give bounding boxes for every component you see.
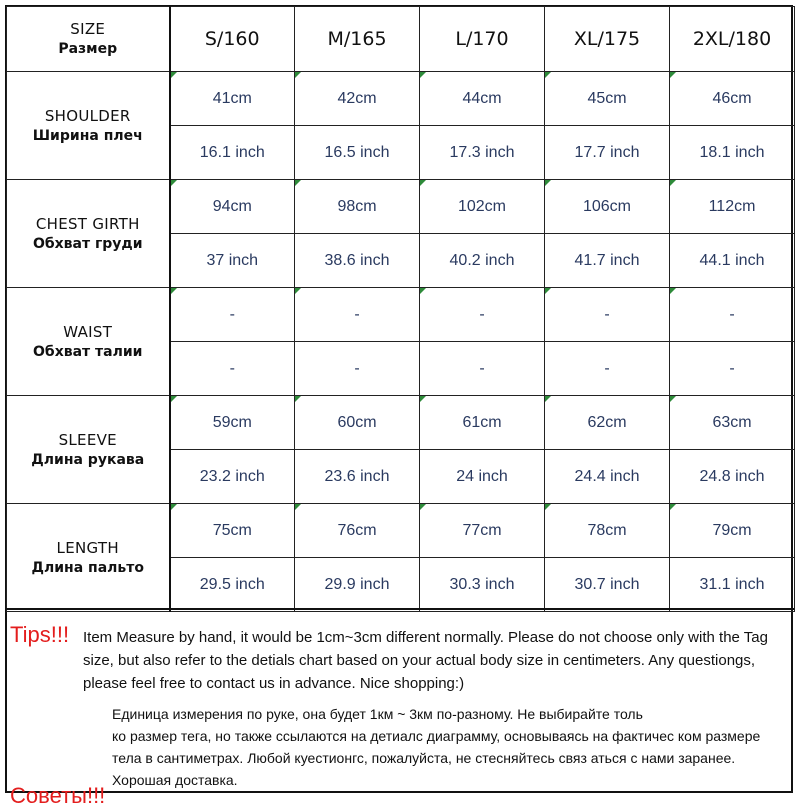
measure-label-en: CHEST GIRTH	[35, 214, 140, 233]
header-row	[7, 7, 795, 72]
value-cm-cell: 75cm	[170, 504, 295, 558]
value-inch-cell: 17.3 inch	[420, 126, 545, 180]
value-inch-cell: 29.9 inch	[295, 558, 420, 612]
value-inch-cell: 24 inch	[420, 450, 545, 504]
tips-text-ru-rest: ко размер тега, но также ссылаются на детиалс диаграмму, основываясь на фактичес ком размере тела в сантиметрах. Любой куестионгс, пожалуйста, не стесняйтесь связ аться с нами заранее. Хорошая доставка.	[112, 728, 761, 788]
value-inch-cell: 24.8 inch	[670, 450, 795, 504]
measure-label-en: LENGTH	[56, 538, 119, 557]
measure-label-en: SLEEVE	[58, 430, 117, 449]
measure-label-cell	[7, 180, 170, 288]
size-column-header: L/170	[420, 7, 545, 72]
value-inch-cell: 18.1 inch	[670, 126, 795, 180]
value-cm-cell: 61cm	[420, 396, 545, 450]
tips-label-en: Tips!!!	[10, 622, 70, 647]
tips-text-ru-line1: Единица измерения по руке, она будет 1км ~ 3км по-разному. Не выбирайте толь	[112, 706, 643, 722]
value-cm-cell: -	[170, 288, 295, 342]
measure-label-en: WAIST	[63, 322, 113, 341]
value-cm-cell: 42cm	[295, 72, 420, 126]
size-header-cell	[7, 7, 170, 72]
value-inch-cell: -	[545, 342, 670, 396]
value-inch-cell: 41.7 inch	[545, 234, 670, 288]
measure-row-cm	[7, 396, 795, 450]
value-inch-cell: -	[420, 342, 545, 396]
size-column-header: S/160	[170, 7, 295, 72]
value-inch-cell: 37 inch	[170, 234, 295, 288]
value-cm-cell: -	[545, 288, 670, 342]
measure-label-ru: Ширина плеч	[32, 127, 143, 144]
size-column-header: M/165	[295, 7, 420, 72]
value-inch-cell: 40.2 inch	[420, 234, 545, 288]
value-cm-cell: 63cm	[670, 396, 795, 450]
value-inch-cell: 30.3 inch	[420, 558, 545, 612]
value-cm-cell: -	[670, 288, 795, 342]
size-chart-table	[6, 6, 795, 612]
value-inch-cell: 23.2 inch	[170, 450, 295, 504]
measure-row-cm	[7, 504, 795, 558]
value-inch-cell: -	[295, 342, 420, 396]
size-label-ru: Размер	[58, 41, 118, 57]
value-cm-cell: 112cm	[670, 180, 795, 234]
value-cm-cell: -	[420, 288, 545, 342]
value-cm-cell: 79cm	[670, 504, 795, 558]
measure-row-cm	[7, 72, 795, 126]
value-cm-cell: 102cm	[420, 180, 545, 234]
value-inch-cell: 16.5 inch	[295, 126, 420, 180]
value-inch-cell: 29.5 inch	[170, 558, 295, 612]
size-column-header: 2XL/180	[670, 7, 795, 72]
value-cm-cell: 98cm	[295, 180, 420, 234]
value-cm-cell: 45cm	[545, 72, 670, 126]
value-cm-cell: 77cm	[420, 504, 545, 558]
value-cm-cell: 44cm	[420, 72, 545, 126]
size-column-header: XL/175	[545, 7, 670, 72]
value-inch-cell: 16.1 inch	[170, 126, 295, 180]
tips-text-en: Item Measure by hand, it would be 1cm~3cm different normally. Please do not choose only with the Tag size, but also refer to the detials chart based on your actual body size in centimeters. Any questiongs, please feel free to contact us in advance. Nice shopping:)	[83, 629, 768, 692]
measure-label-cell	[7, 288, 170, 396]
value-cm-cell: 94cm	[170, 180, 295, 234]
value-cm-cell: 60cm	[295, 396, 420, 450]
tips-russian	[8, 695, 788, 808]
value-cm-cell: 78cm	[545, 504, 670, 558]
measure-label-ru: Длина пальто	[31, 559, 144, 576]
tips-english	[8, 614, 788, 695]
measure-label-ru: Обхват груди	[32, 235, 143, 252]
tips-label-ru: Советы!!!	[10, 783, 106, 808]
tips-text-ru	[112, 695, 788, 791]
value-inch-cell: 44.1 inch	[670, 234, 795, 288]
measure-label-ru: Обхват талии	[33, 343, 143, 360]
value-inch-cell: -	[670, 342, 795, 396]
value-inch-cell: 38.6 inch	[295, 234, 420, 288]
value-inch-cell: 31.1 inch	[670, 558, 795, 612]
value-cm-cell: 106cm	[545, 180, 670, 234]
value-inch-cell: 30.7 inch	[545, 558, 670, 612]
value-inch-cell: 24.4 inch	[545, 450, 670, 504]
measure-label-cell	[7, 396, 170, 504]
value-cm-cell: 62cm	[545, 396, 670, 450]
tips-section	[8, 614, 788, 808]
measure-label-ru: Длина рукава	[31, 451, 145, 468]
measure-label-cell	[7, 504, 170, 612]
value-cm-cell: -	[295, 288, 420, 342]
measure-row-cm	[7, 288, 795, 342]
value-inch-cell: 23.6 inch	[295, 450, 420, 504]
value-cm-cell: 59cm	[170, 396, 295, 450]
value-inch-cell: -	[170, 342, 295, 396]
value-inch-cell: 17.7 inch	[545, 126, 670, 180]
value-cm-cell: 41cm	[170, 72, 295, 126]
measure-label-cell	[7, 72, 170, 180]
value-cm-cell: 76cm	[295, 504, 420, 558]
measure-row-cm	[7, 180, 795, 234]
measure-label-en: SHOULDER	[44, 106, 131, 125]
value-cm-cell: 46cm	[670, 72, 795, 126]
tips-separator	[6, 608, 794, 610]
size-label-en: SIZE	[70, 20, 106, 38]
